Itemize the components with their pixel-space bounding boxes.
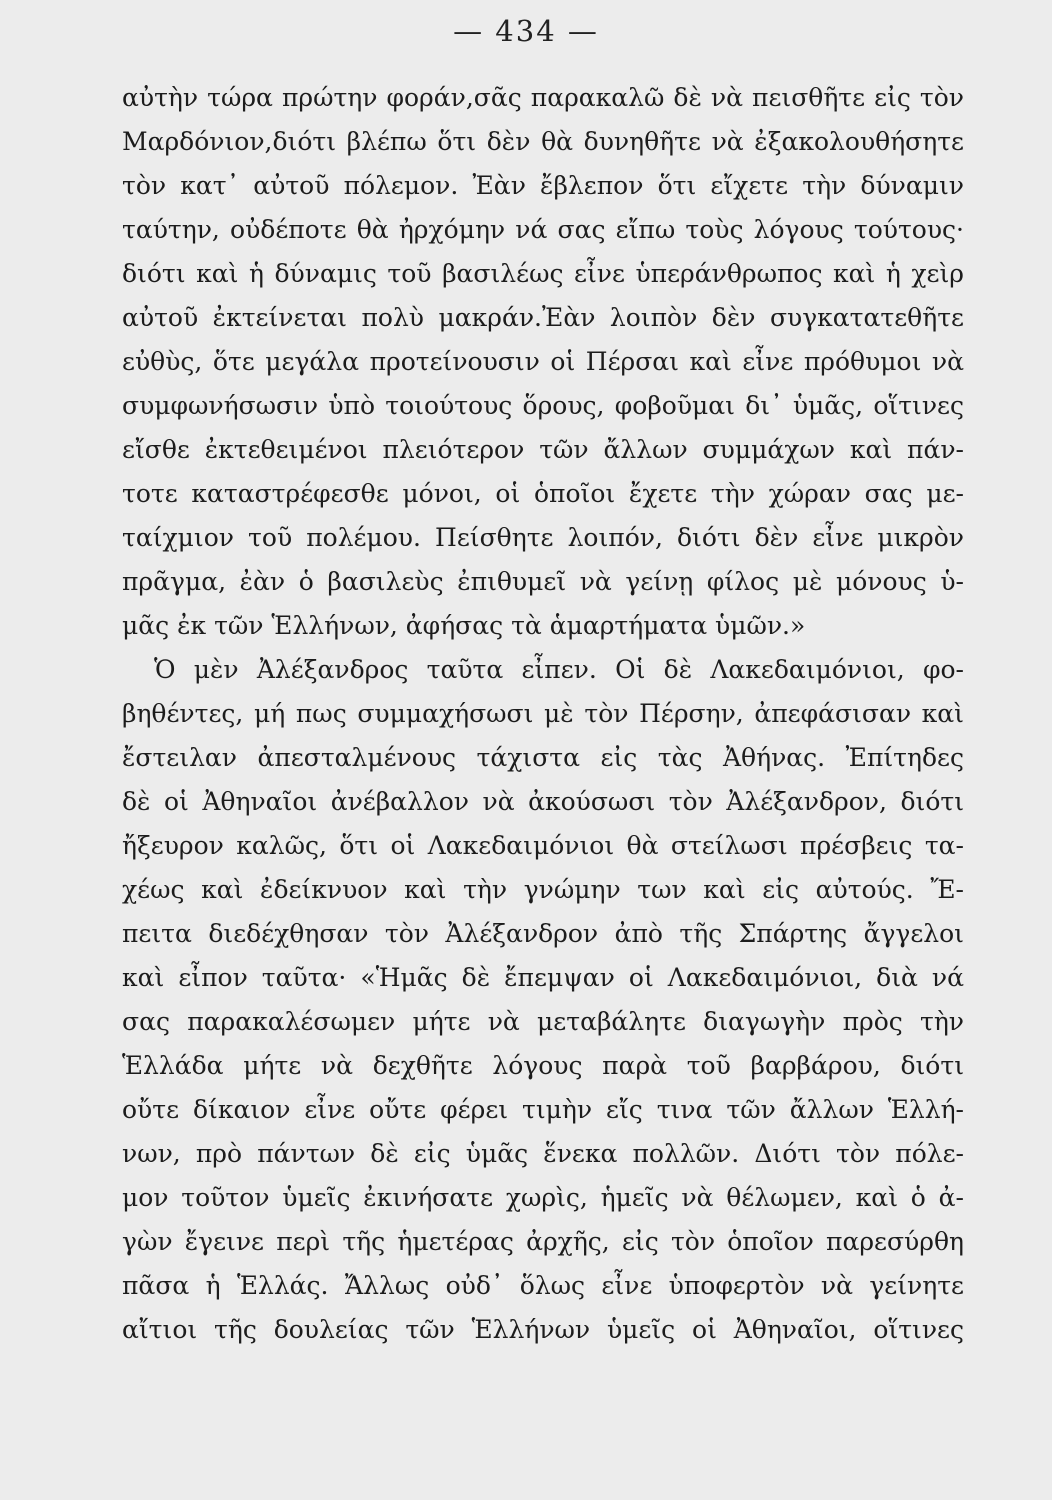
text-line: αἴτιοι τῆς δουλείας τῶν Ἑλλήνων ὑμεῖς οἱ Ἀθηναῖοι, οἵτινες [122, 1315, 964, 1344]
text-line: πᾶσα ἡ Ἑλλάς. Ἄλλως οὐδ᾽ ὅλως εἶνε ὑποφερτὸν νὰ γείνητε [122, 1271, 964, 1300]
text-line: συμφωνήσωσιν ὑπὸ τοιούτους ὅρους, φοβοῦμαι δι᾽ ὑμᾶς, οἵτινες [122, 391, 964, 420]
text-line: χέως καὶ ἐδείκνυον καὶ τὴν γνώμην των καὶ εἰς αὐτούς. Ἔ- [122, 875, 964, 904]
page-number: — 434 — [453, 14, 599, 48]
text-line: διότι καὶ ἡ δύναμις τοῦ βασιλέως εἶνε ὑπεράνθρωπος καὶ ἡ χεὶρ [122, 259, 964, 288]
paragraph-start-line: Ὁ μὲν Ἀλέξανδρος ταῦτα εἶπεν. Οἱ δὲ Λακεδαιμόνιοι, φο- [154, 655, 964, 684]
text-line: Μαρδόνιον,διότι βλέπω ὅτι δὲν θὰ δυνηθῆτε νὰ ἐξακολουθήσητε [122, 127, 964, 156]
text-line: σας παρακαλέσωμεν μήτε νὰ μεταβάλητε διαγωγὴν πρὸς τὴν [122, 1007, 964, 1036]
text-line: πρᾶγμα, ἐὰν ὁ βασιλεὺς ἐπιθυμεῖ νὰ γείνῃ φίλος μὲ μόνους ὑ- [122, 567, 964, 596]
text-line: ἤξευρον καλῶς, ὅτι οἱ Λακεδαιμόνιοι θὰ στείλωσι πρέσβεις τα- [122, 831, 964, 860]
text-line: οὔτε δίκαιον εἶνε οὔτε φέρει τιμὴν εἴς τινα τῶν ἄλλων Ἑλλή- [122, 1095, 964, 1124]
text-line: γὼν ἔγεινε περὶ τῆς ἡμετέρας ἀρχῆς, εἰς τὸν ὁποῖον παρεσύρθη [122, 1227, 964, 1256]
text-line: αὐτὴν τώρα πρώτην φοράν,σᾶς παρακαλῶ δὲ νὰ πεισθῆτε εἰς τὸν [122, 83, 964, 112]
paragraph-end-line: μᾶς ἐκ τῶν Ἑλλήνων, ἀφήσας τὰ ἁμαρτήματα ὑμῶν.» [122, 611, 806, 640]
text-line: βηθέντες, μή πως συμμαχήσωσι μὲ τὸν Πέρσην, ἀπεφάσισαν καὶ [122, 699, 964, 728]
text-line: τὸν κατ᾽ αὐτοῦ πόλεμον. Ἐὰν ἔβλεπον ὅτι εἴχετε τὴν δύναμιν [122, 171, 964, 200]
text-line: δὲ οἱ Ἀθηναῖοι ἀνέβαλλον νὰ ἀκούσωσι τὸν Ἀλέξανδρον, διότι [122, 787, 964, 816]
text-line: καὶ εἶπον ταῦτα· «Ἡμᾶς δὲ ἔπεμψαν οἱ Λακεδαιμόνιοι, διὰ νά [122, 963, 964, 992]
text-line: αὐτοῦ ἐκτείνεται πολὺ μακράν.Ἐὰν λοιπὸν δὲν συγκατατεθῆτε [122, 303, 964, 332]
text-line: νων, πρὸ πάντων δὲ εἰς ὑμᾶς ἕνεκα πολλῶν. Διότι τὸν πόλε- [122, 1139, 964, 1168]
text-line: εἴσθε ἐκτεθειμένοι πλειότερον τῶν ἄλλων συμμάχων καὶ πάν- [122, 435, 964, 464]
text-line: τοτε καταστρέφεσθε μόνοι, οἱ ὁποῖοι ἔχετε τὴν χώραν σας με- [122, 479, 964, 508]
text-line: ταίχμιον τοῦ πολέμου. Πείσθητε λοιπόν, διότι δὲν εἶνε μικρὸν [122, 523, 964, 552]
body-text [122, 76, 964, 1352]
text-line: πειτα διεδέχθησαν τὸν Ἀλέξανδρον ἀπὸ τῆς Σπάρτης ἄγγελοι [122, 919, 964, 948]
text-line: Ἑλλάδα μήτε νὰ δεχθῆτε λόγους παρὰ τοῦ βαρβάρου, διότι [122, 1051, 964, 1080]
text-line: ταύτην, οὐδέποτε θὰ ἠρχόμην νά σας εἴπω τοὺς λόγους τούτους· [122, 215, 964, 244]
text-line: μον τοῦτον ὑμεῖς ἐκινήσατε χωρὶς, ἡμεῖς νὰ θέλωμεν, καὶ ὁ ἀ- [122, 1183, 964, 1212]
text-line: ἔστειλαν ἀπεσταλμένους τάχιστα εἰς τὰς Ἀθήνας. Ἐπίτηδες [122, 743, 964, 772]
text-line: εὐθὺς, ὅτε μεγάλα προτείνουσιν οἱ Πέρσαι καὶ εἶνε πρόθυμοι νὰ [122, 347, 964, 376]
